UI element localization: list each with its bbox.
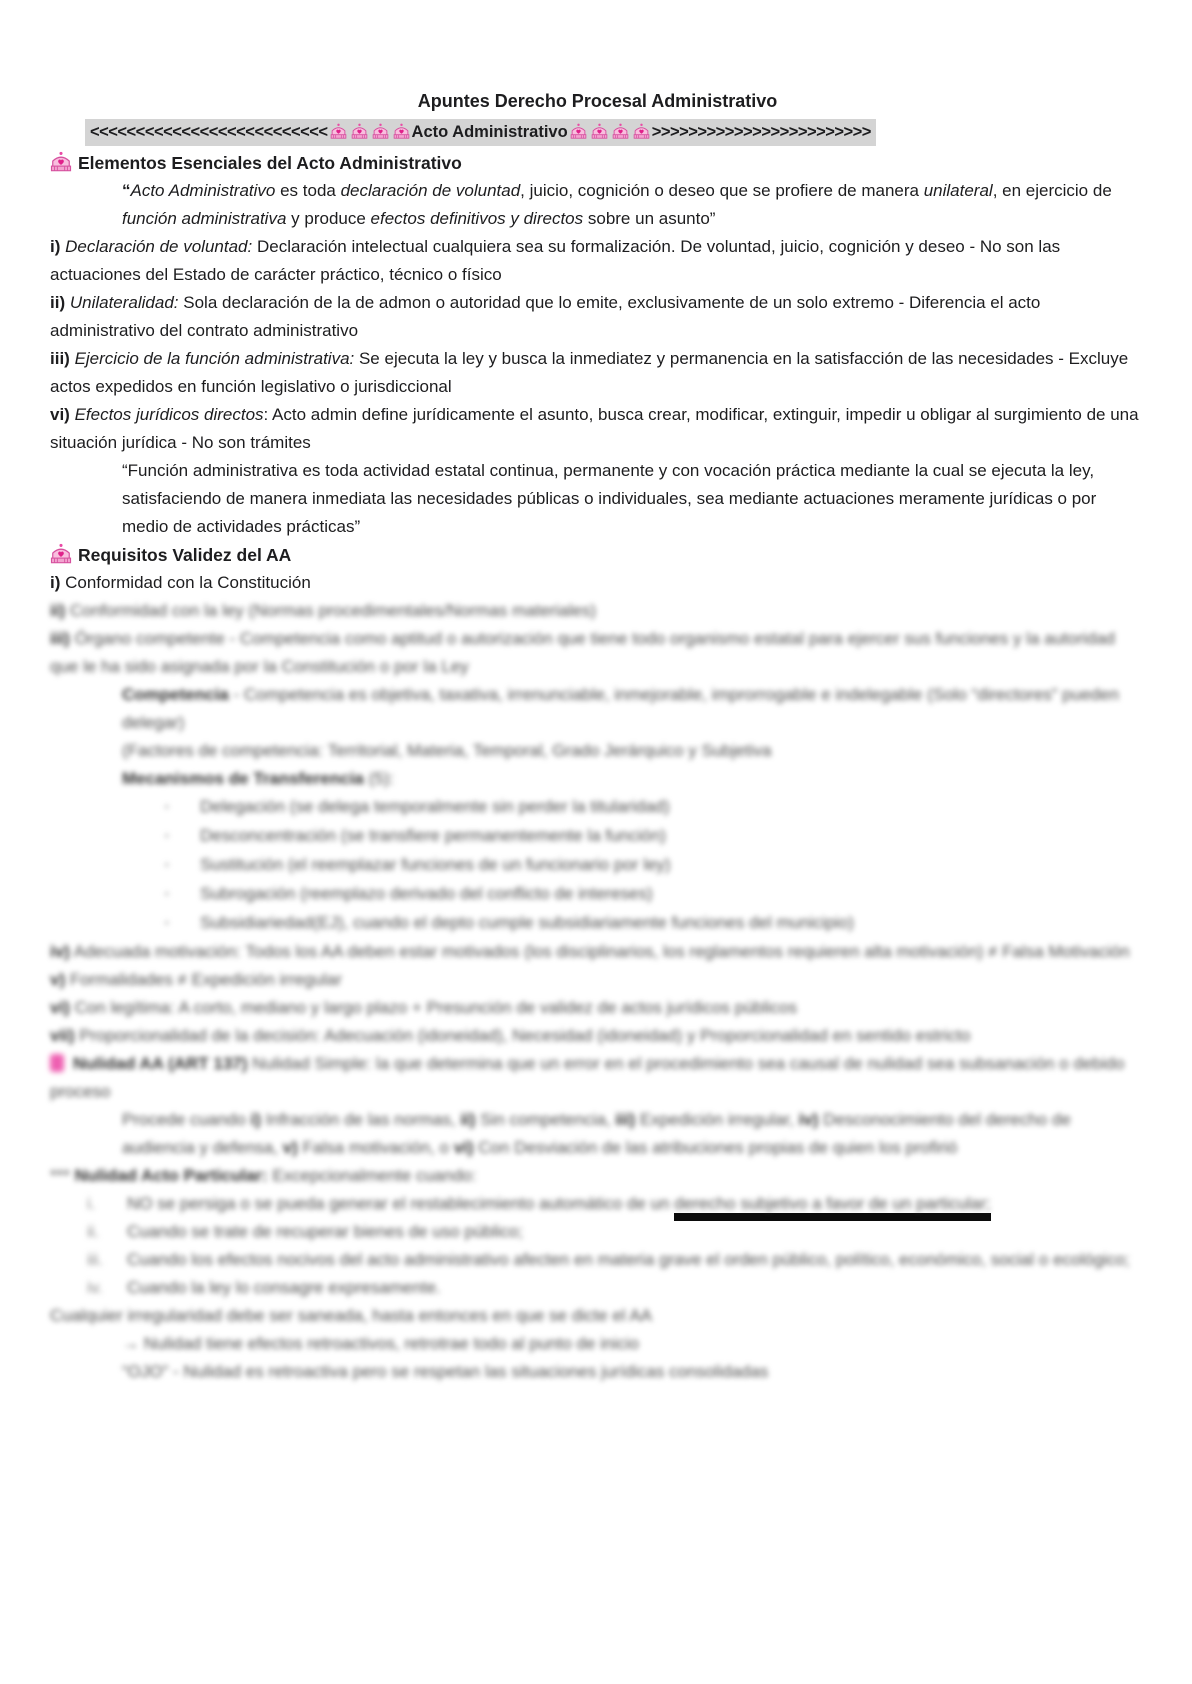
text-run: Competencia: [122, 685, 229, 704]
banner-left-arrows: <<<<<<<<<<<<<<<<<<<<<<<<<<: [90, 123, 328, 141]
text-run: v): [282, 1138, 298, 1157]
paragraph: [50, 1022, 1145, 1050]
heart-building-icon: [591, 123, 608, 140]
text-run: Con Desviación de las atribuciones propias de quien los profirió: [473, 1138, 958, 1157]
indented-paragraph: [50, 1330, 1145, 1358]
blurred-pink-icon: [50, 1054, 64, 1072]
text-run: vii): [50, 1026, 75, 1045]
paragraph: [50, 401, 1145, 457]
text-run: Subsidiariedad(EJ), cuando el depto cumple subsidiariamente funciones del municipio): [200, 913, 854, 932]
text-run: Adecuada motivación: Todos los AA deben estar motivados (los disciplinarios, los reglamentos requieren alta motivación) ≠ Falsa Motivación: [69, 942, 1130, 961]
heart-building-icon: [330, 123, 347, 140]
text-run: Cuando se trate de recuperar bienes de uso público;: [127, 1222, 523, 1241]
text-run: Expedición irregular,: [635, 1110, 799, 1129]
paragraph: [50, 569, 1145, 597]
text-run: unilateral: [923, 181, 993, 200]
text-run: iii): [615, 1110, 636, 1129]
text-run: es toda: [275, 181, 341, 200]
list-marker: ▪: [165, 860, 169, 871]
text-run: Declaración de voluntad:: [65, 237, 253, 256]
list-marker: ▪: [165, 831, 169, 842]
text-run: : Acto admin define jurídicamente el asunto, busca crear, modificar, extinguir, impedir u obligar al surgimiento de una situación jurídica - No son trámites: [50, 405, 1139, 452]
heart-building-icon: [50, 151, 72, 173]
text-run: i): [50, 573, 61, 592]
text-run: Excepcionalmente cuando:: [267, 1166, 477, 1185]
paragraph: [50, 1302, 1145, 1330]
heart-building-icon: [50, 543, 72, 565]
paragraph: [50, 938, 1145, 966]
text-run: “: [122, 181, 131, 200]
text-run: Sin competencia,: [475, 1110, 616, 1129]
list-marker: ii.: [87, 1222, 100, 1241]
text-run: Sola declaración de la de admon o autoridad que lo emite, exclusivamente de un solo extremo - Diferencia el acto administrativo del contrato administrativo: [50, 293, 1041, 340]
text-run: (5):: [363, 769, 395, 788]
text-run: v): [50, 970, 66, 989]
section-banner: [85, 119, 876, 146]
text-run: Órgano competente - Competencia como aptitud o autorización que tiene todo organismo estatal para ejercer sus funciones y la autoridad que le ha sido asignada por la Constitución o por la Ley: [50, 629, 1116, 676]
text-run: ***: [50, 1166, 75, 1185]
text-run: Conformidad con la Constitución: [60, 573, 311, 592]
text-run: iv): [50, 942, 70, 961]
thick-black-underline: [674, 1194, 991, 1221]
text-run: “Función administrativa es toda actividad estatal continua, permanente y con vocación práctica mediante la cual se ejecuta la ley, satisfaciendo de manera inmediata las necesidades públicas o individuales, sea mediante actuaciones meramente jurídicas o por medio de actividades prácticas”: [122, 461, 1097, 536]
text-run: Infracción de las normas,: [260, 1110, 461, 1129]
text-run: vi): [50, 405, 75, 424]
text-run: Subrogación (reemplazo derivado del conflicto de intereses): [200, 884, 653, 903]
text-run: Proporcionalidad de la decisión: Adecuación (idoneidad), Necesidad (idoneidad) y Proporcionalidad en sentido estricto: [74, 1026, 971, 1045]
indented-paragraph: [50, 457, 1145, 541]
text-run: iv): [798, 1110, 819, 1129]
banner-icons-right: [568, 123, 652, 141]
numbered-item: [50, 1246, 1145, 1274]
text-run: Ejercicio de la función administrativa:: [74, 349, 355, 368]
paragraph: [50, 233, 1145, 289]
list-marker: ▪: [165, 918, 169, 929]
bullet-item: [50, 822, 1145, 851]
indented-paragraph: [50, 1106, 1145, 1162]
paragraph: [50, 289, 1145, 345]
text-run: i): [250, 1110, 261, 1129]
text-run: Cualquier irregularidad debe ser saneada, hasta entonces en que se dicte el AA: [50, 1306, 653, 1325]
text-run: , en ejercicio de: [992, 181, 1112, 200]
text-run: declaración de voluntad: [340, 181, 521, 200]
paragraph: [50, 1050, 1145, 1106]
heart-building-icon: [351, 123, 368, 140]
text-run: Falsa motivación, o: [297, 1138, 454, 1157]
bullet-item: [50, 851, 1145, 880]
paragraph: [50, 345, 1145, 401]
text-run: derecho subjetivo a favor de un particular;: [674, 1194, 991, 1213]
text-run: función administrativa: [122, 209, 287, 228]
paragraph: [50, 597, 1145, 625]
numbered-item: [50, 1218, 1145, 1246]
text-run: Cuando los efectos nocivos del acto administrativo afecten en materia grave el orden público, político, económico, social o ecológico;: [127, 1250, 1130, 1269]
text-run: iii): [50, 629, 70, 648]
banner-label: Acto Administrativo: [411, 123, 568, 141]
heart-building-icon: [633, 123, 650, 140]
heart-building-icon: [372, 123, 389, 140]
text-run: Unilateralidad:: [69, 293, 179, 312]
indented-paragraph: [50, 1358, 1145, 1386]
indented-paragraph: [50, 177, 1145, 233]
numbered-item: [50, 1274, 1145, 1302]
list-marker: ▪: [165, 889, 169, 900]
banner-icons-left: [328, 123, 412, 141]
section-heading: [50, 149, 1145, 177]
text-run: “OJO” - Nulidad es retroactiva pero se respetan las situaciones jurídicas consolidadas: [122, 1362, 769, 1381]
text-run: y produce: [286, 209, 371, 228]
text-run: i): [50, 237, 66, 256]
bullet-item: [50, 909, 1145, 938]
paragraph: [50, 1162, 1145, 1190]
bullet-item: [50, 793, 1145, 822]
paragraph: [50, 966, 1145, 994]
text-run: Acto Administrativo: [130, 181, 276, 200]
text-run: Requisitos Validez del AA: [78, 545, 292, 565]
text-run: Cuando la ley lo consagre expresamente.: [127, 1278, 441, 1297]
bullet-item: [50, 880, 1145, 909]
paragraph: [50, 994, 1145, 1022]
text-run: Nulidad Acto Particular:: [74, 1166, 268, 1185]
text-run: vi): [50, 998, 70, 1017]
page-title: Apuntes Derecho Procesal Administrativo: [417, 91, 778, 111]
text-run: Efectos jurídicos directos: [74, 405, 264, 424]
list-marker: iii.: [87, 1250, 104, 1269]
text-run: iii): [50, 349, 75, 368]
heart-building-icon: [612, 123, 629, 140]
text-run: vi): [453, 1138, 474, 1157]
banner-right-arrows: >>>>>>>>>>>>>>>>>>>>>>>>: [651, 123, 871, 141]
list-marker: ▪: [165, 802, 169, 813]
indented-paragraph: [50, 737, 1145, 765]
text-run: Se ejecuta la ley y busca la inmediatez y permanencia en la satisfacción de las necesidades - Excluye actos expedidos en función legislativo o jurisdiccional: [50, 349, 1129, 396]
indented-paragraph: [50, 765, 1145, 793]
heart-building-icon: [393, 123, 410, 140]
text-run: Declaración intelectual cualquiera sea su formalización. De voluntad, juicio, cognición y deseo - No son las actuaciones del Estado de carácter práctico, técnico o físico: [50, 237, 1061, 284]
text-run: - Competencia es objetiva, taxativa, irrenunciable, inmejorable, improrrogable e indelegable (Solo “directores” pueden delegar): [122, 685, 1119, 732]
text-run: Nulidad Simple: la que determina que un error en el procedimiento sea causal de nulidad sea subsanación o debido proceso: [50, 1054, 1125, 1101]
section-heading: [50, 541, 1145, 569]
text-run: Desconocimiento del derecho de audiencia y defensa,: [122, 1110, 1071, 1157]
text-run: Mecanismos de Transferencia: [122, 769, 364, 788]
text-run: Desconcentración (se transfiere permanentemente la función): [200, 826, 666, 845]
paragraph: [50, 625, 1145, 681]
text-run: , juicio, cognición o deseo que se profiere de manera: [520, 181, 924, 200]
text-run: efectos definitivos y directos: [370, 209, 584, 228]
text-run: Elementos Esenciales del Acto Administrativo: [78, 153, 462, 173]
text-run: Sustitución (el reemplazar funciones de un funcionario por ley): [200, 855, 671, 874]
text-run: Formalidades ≠ Expedición irregular: [65, 970, 342, 989]
heart-building-icon: [570, 123, 587, 140]
text-run: Nulidad AA (ART 137): [73, 1054, 248, 1073]
text-run: → Nulidad tiene efectos retroactivos, retrotrae todo al punto de inicio: [122, 1334, 639, 1353]
document-body: [50, 149, 1145, 1386]
text-run: ii): [50, 601, 66, 620]
text-run: Procede cuando: [122, 1110, 251, 1129]
text-run: ii): [460, 1110, 476, 1129]
indented-paragraph: [50, 681, 1145, 737]
text-run: sobre un asunto”: [583, 209, 716, 228]
text-run: Con legítima: A corto, mediano y largo plazo + Presunción de validez de actos jurídicos públicos: [69, 998, 798, 1017]
text-run: ii): [50, 293, 70, 312]
list-marker: i.: [87, 1194, 96, 1213]
text-run: NO se persiga o se pueda generar el restablecimiento automático de un: [127, 1194, 675, 1213]
numbered-item: [50, 1190, 1145, 1218]
list-marker: iv.: [87, 1278, 103, 1297]
text-run: (Factores de competencia: Territorial, Materia, Temporal, Grado Jerárquico y Subjetiva: [122, 741, 772, 760]
text-run: Delegación (se delega temporalmente sin perder la titularidad): [200, 797, 670, 816]
text-run: Conformidad con la ley (Normas procedimentales/Normas materiales): [65, 601, 597, 620]
